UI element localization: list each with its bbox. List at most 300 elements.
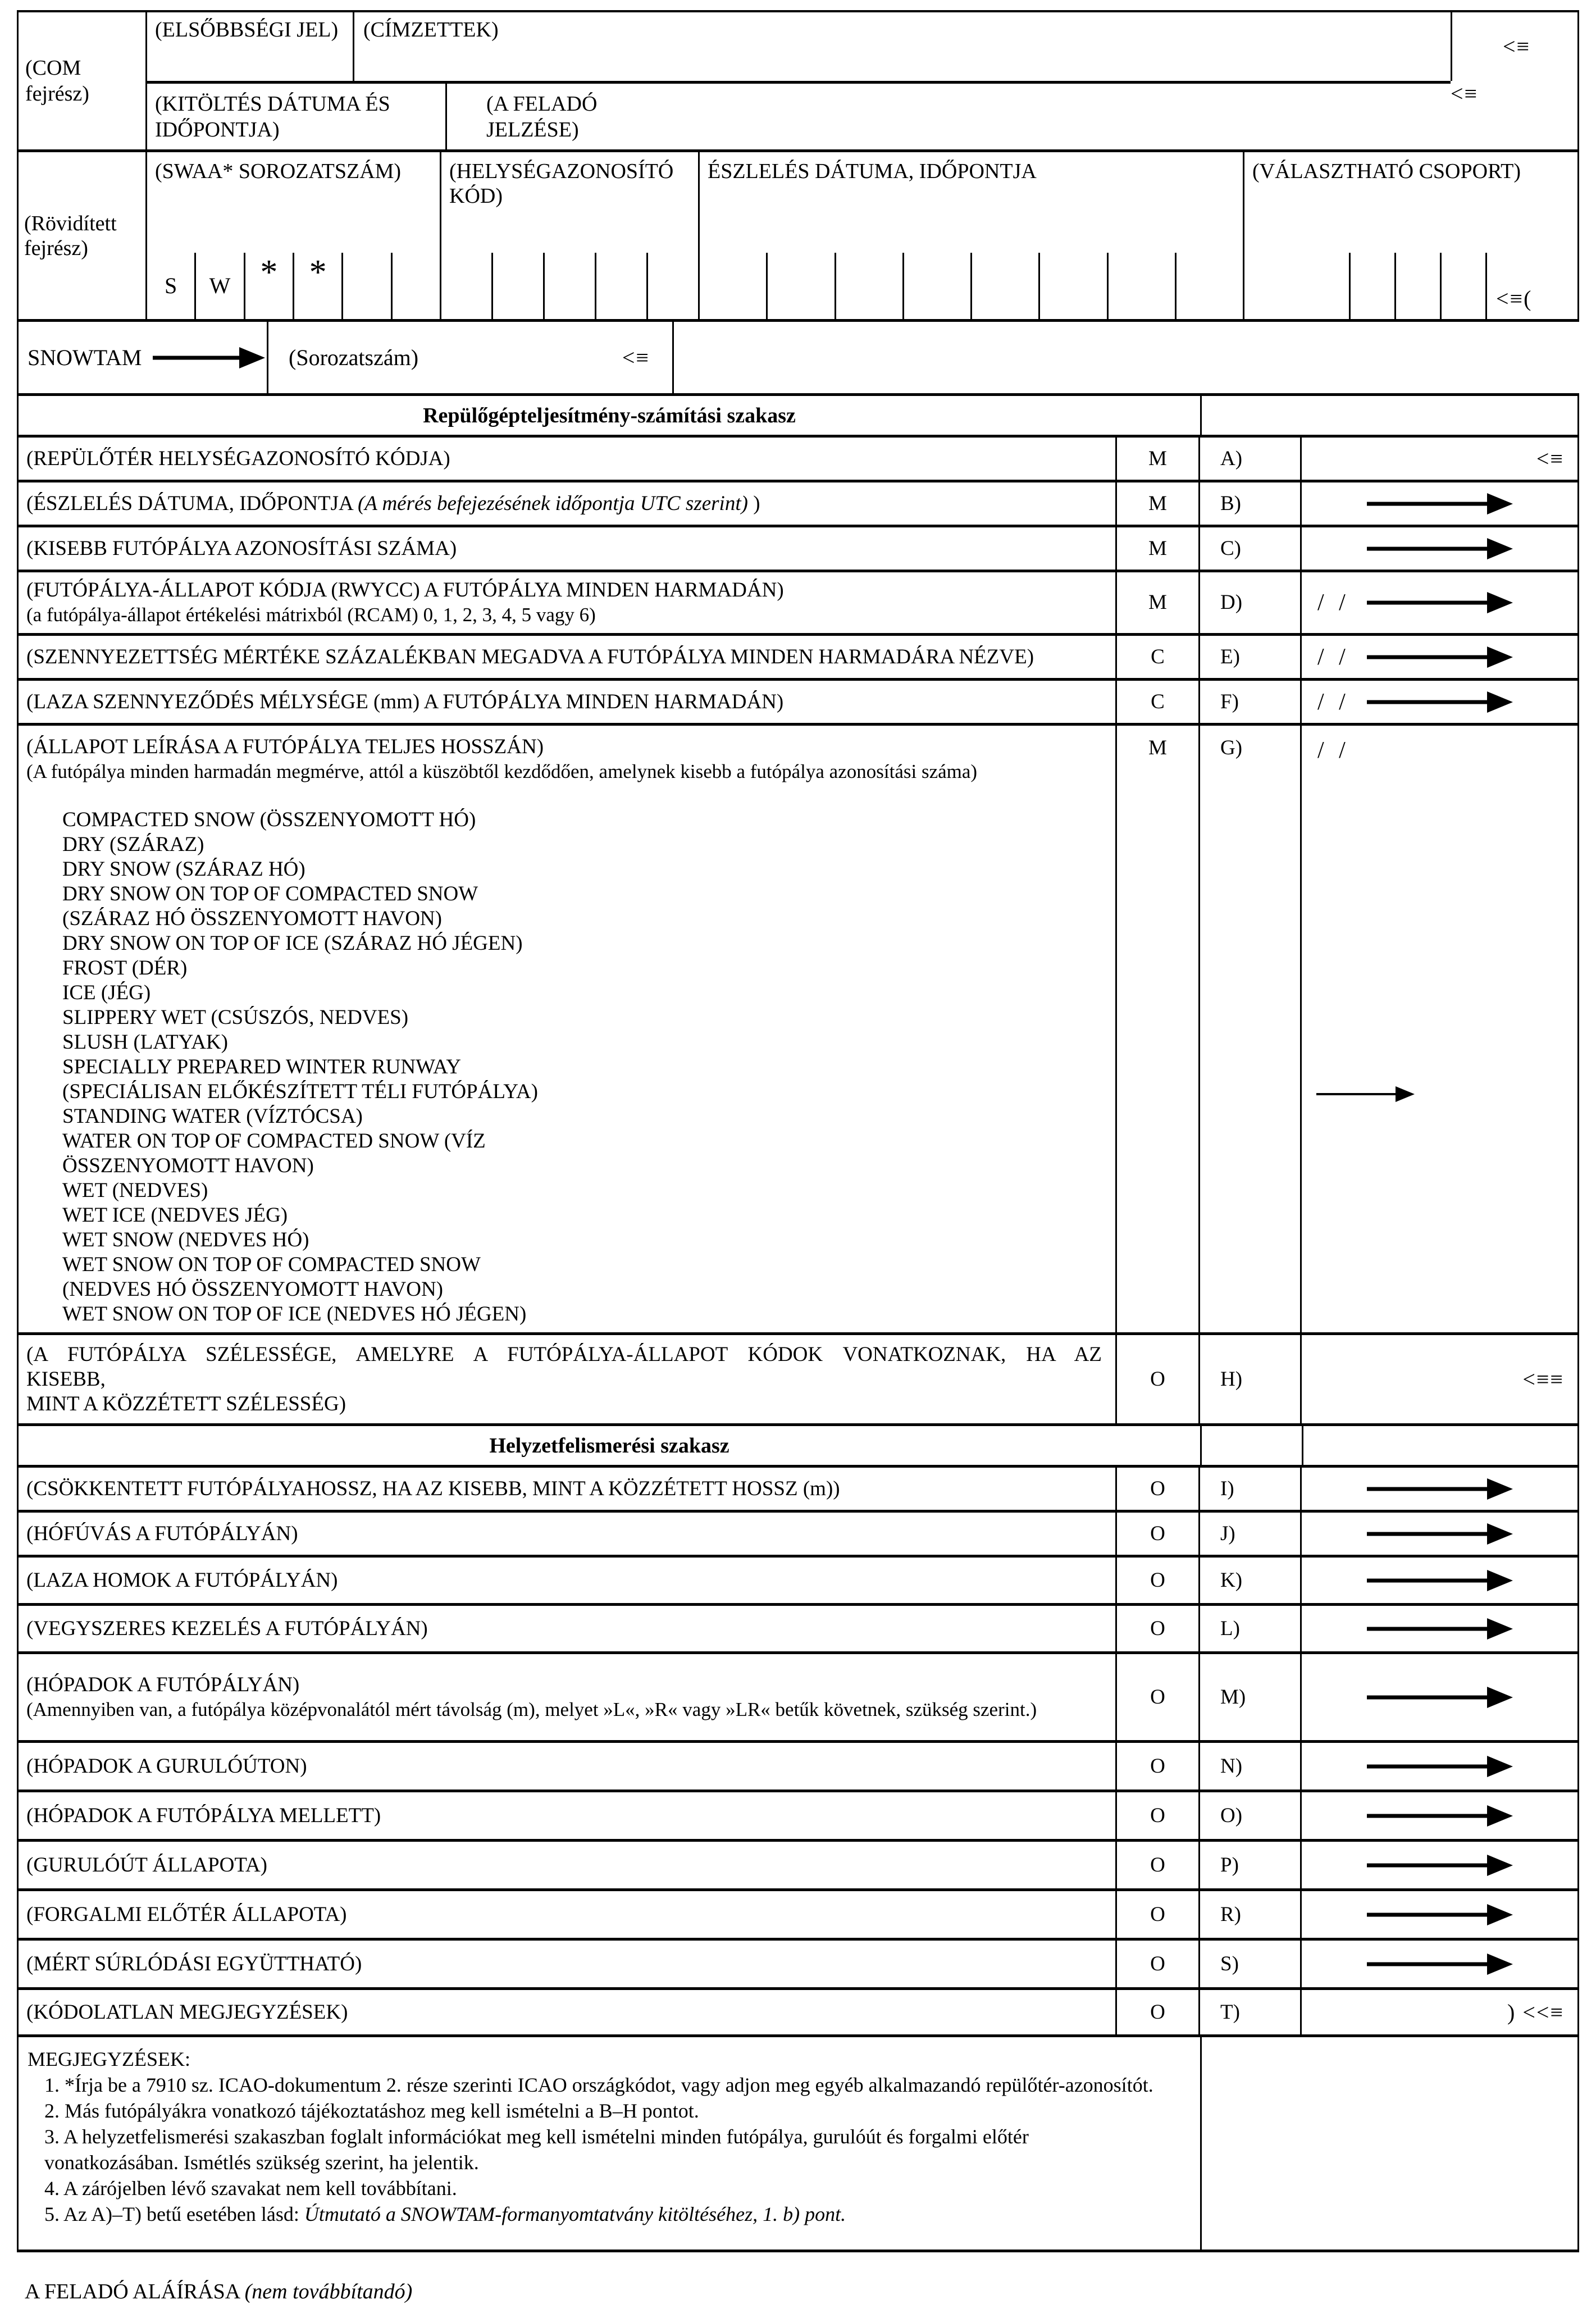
swaa-serial-label: (SWAA* SOROZATSZÁM) <box>155 160 402 183</box>
item-letter: A) <box>1220 447 1243 470</box>
entry-field-cell[interactable] <box>1300 1513 1577 1555</box>
list-item: COMPACTED SNOW (ÖSSZENYOMOTT HÓ) <box>62 808 476 831</box>
entry-box-value: S <box>165 273 177 298</box>
mandatory-flag-cell <box>1115 1792 1198 1839</box>
description-subtext: (Amennyiben van, a futópálya középvonalától mért távolság (m), melyet »L«, »R« vagy »LR« betűk követnek, szükség szerint.) <box>26 1698 1037 1720</box>
section-title: Repülőgépteljesítmény-számítási szakasz <box>423 403 796 427</box>
form-row-T <box>19 1990 1577 2037</box>
description-text: (HÓPADOK A FUTÓPÁLYÁN) <box>26 1673 300 1696</box>
mandatory-flag-cell <box>1115 1335 1198 1423</box>
description-line <box>26 1952 1102 1977</box>
description-line <box>26 1673 1102 1697</box>
right-arrow-icon <box>1367 592 1513 613</box>
item-letter-cell <box>1198 1842 1300 1888</box>
item-letter: M) <box>1220 1685 1246 1709</box>
mandatory-flag-cell <box>1115 1468 1198 1510</box>
entry-box[interactable] <box>491 253 543 319</box>
row-description <box>26 1673 1102 1722</box>
mandatory-flag: O <box>1150 1522 1165 1545</box>
description-text: (CSÖKKENTETT FUTÓPÁLYAHOSSZ, HA AZ KISEBB, MINT A KÖZZÉTETT HOSSZ (m)) <box>26 1477 840 1500</box>
mandatory-flag-cell <box>1115 1842 1198 1888</box>
entry-field-cell[interactable] <box>1300 726 1577 1332</box>
return-mark-icon: <≡ <box>1451 81 1479 106</box>
row-description-cell <box>19 1513 1115 1555</box>
item-letter-cell <box>1198 726 1300 1332</box>
return-mark-icon: <≡ <box>1536 445 1564 471</box>
mandatory-flag: O <box>1150 1754 1165 1778</box>
description-text: (ÉSZLELÉS DÁTUMA, IDŐPONTJA <box>26 491 358 515</box>
entry-field-cell[interactable] <box>1300 1941 1577 1987</box>
mandatory-flag-cell <box>1115 681 1198 723</box>
mandatory-flag-cell <box>1115 482 1198 525</box>
entry-field-cell[interactable] <box>1300 1990 1577 2034</box>
description-line <box>26 2000 1102 2025</box>
description-subtext: (a futópálya-állapot értékelési mátrixból (RCAM) 0, 1, 2, 3, 4, 5 vagy 6) <box>26 604 596 626</box>
mandatory-flag: O <box>1150 1685 1165 1709</box>
entry-box[interactable] <box>646 253 698 319</box>
item-letter: J) <box>1220 1522 1235 1545</box>
list-item: WET ICE (NEDVES JÉG) <box>62 1204 288 1227</box>
description-line <box>26 735 1102 759</box>
section-header <box>19 1426 1200 1465</box>
mandatory-flag: O <box>1150 2000 1165 2024</box>
list-item: DRY SNOW ON TOP OF ICE (SZÁRAZ HÓ JÉGEN) <box>62 932 523 955</box>
row-description-cell <box>19 1743 1115 1790</box>
com-row2-return-mark-cell <box>1451 81 1581 149</box>
list-item: SPECIALLY PREPARED WINTER RUNWAY <box>62 1055 461 1078</box>
row-description <box>26 735 1102 1327</box>
mandatory-flag: O <box>1150 1853 1165 1877</box>
item-letter-cell <box>1198 1891 1300 1938</box>
row-description-cell <box>19 527 1115 570</box>
item-letter: F) <box>1220 690 1239 713</box>
description-line <box>26 1902 1102 1927</box>
item-letter: P) <box>1220 1853 1239 1877</box>
originator-label: (A FELADÓ JELZÉSE) <box>486 92 598 142</box>
entry-box[interactable] <box>1349 253 1394 319</box>
row-description <box>26 1952 1102 1977</box>
mandatory-flag-cell <box>1115 1606 1198 1651</box>
entry-box[interactable] <box>1038 253 1106 319</box>
entry-box[interactable] <box>1107 253 1175 319</box>
item-letter: R) <box>1220 1902 1241 1926</box>
form-row-P <box>19 1842 1577 1891</box>
row-description-cell <box>19 1990 1115 2034</box>
mandatory-flag: M <box>1148 491 1167 515</box>
mandatory-flag-cell <box>1115 1990 1198 2034</box>
return-mark-icon: <≡≡ <box>1522 1366 1564 1392</box>
row-description <box>26 536 1102 561</box>
row-description <box>26 1617 1102 1641</box>
entry-box[interactable] <box>543 253 595 319</box>
signature-note: (nem továbbítandó) <box>244 2280 413 2303</box>
note-item <box>28 2098 1166 2124</box>
abbreviated-header-label: (Rövidített fejrész) <box>24 211 117 260</box>
description-text: (ÁLLAPOT LEÍRÁSA A FUTÓPÁLYA TELJES HOSSZÁN) <box>26 735 544 758</box>
description-text: (KISEBB FUTÓPÁLYA AZONOSÍTÁSI SZÁMA) <box>26 536 457 560</box>
right-arrow-icon <box>1367 1618 1513 1640</box>
entry-box-spacer <box>1244 253 1349 319</box>
snowtam-title-strip <box>17 322 1579 393</box>
row-description <box>26 2000 1102 2025</box>
entry-box[interactable] <box>595 253 646 319</box>
item-letter-cell <box>1198 1654 1300 1740</box>
priority-indicator-cell[interactable] <box>145 12 353 81</box>
entry-field-cell[interactable] <box>1300 1743 1577 1790</box>
mandatory-flag: M <box>1148 736 1167 759</box>
entry-field-cell[interactable] <box>1300 681 1577 723</box>
right-arrow-icon <box>1367 1570 1513 1591</box>
list-item: SLIPPERY WET (CSÚSZÓS, NEDVES) <box>62 1006 409 1029</box>
form-row-C <box>19 527 1577 572</box>
item-letter: T) <box>1220 2000 1240 2024</box>
list-item: SLUSH (LATYAK) <box>62 1031 228 1054</box>
list-item: FROST (DÉR) <box>62 957 188 980</box>
description-italic-text: (A mérés befejezésének időpontja UTC szerint) <box>357 491 748 515</box>
right-arrow-icon <box>1316 1083 1415 1105</box>
entry-box[interactable] <box>766 253 834 319</box>
item-letter-cell <box>1198 527 1300 570</box>
entry-field-cell[interactable] <box>1300 572 1577 633</box>
item-letter: D) <box>1220 591 1243 614</box>
asterisk-mark: * <box>309 253 327 292</box>
list-item: WET SNOW (NEDVES HÓ) <box>62 1228 309 1251</box>
row-description-cell <box>19 1335 1115 1423</box>
asterisk-mark: * <box>260 253 278 292</box>
section-title: Helyzetfelismerési szakasz <box>489 1433 729 1458</box>
row-description <box>26 491 1102 516</box>
right-arrow-icon <box>1367 1954 1513 1975</box>
mandatory-flag: C <box>1151 690 1165 713</box>
form-row-S <box>19 1941 1577 1990</box>
item-letter-cell <box>1198 1792 1300 1839</box>
description-line <box>26 1522 1102 1546</box>
description-text: (HÓPADOK A FUTÓPÁLYA MELLETT) <box>26 1804 381 1827</box>
observation-time-label: ÉSZLELÉS DÁTUMA, IDŐPONTJA <box>708 160 1037 183</box>
mandatory-flag: M <box>1148 447 1167 470</box>
filing-time-label: (KITÖLTÉS DÁTUMA ÉS IDŐPONTJA) <box>155 92 390 142</box>
list-item: DRY SNOW (SZÁRAZ HÓ) <box>62 858 305 881</box>
entry-field-cell[interactable] <box>1300 482 1577 525</box>
section-row-situational <box>19 1426 1577 1468</box>
mandatory-flag: O <box>1150 1477 1165 1500</box>
right-arrow-icon <box>1367 538 1513 559</box>
item-letter-cell <box>1198 438 1300 480</box>
row-description <box>26 1804 1102 1828</box>
item-letter-cell <box>1198 1743 1300 1790</box>
row-description-cell <box>19 1941 1115 1987</box>
note-text: 3. A helyzetfelismerési szakaszban foglalt információkat meg kell ismételni minden futópálya, gurulóút és forgalmi előtér vonatkozásában. Ismétlés szükség szerint, ha jelentik. <box>44 2125 1029 2174</box>
surface-condition-list <box>26 808 1102 1327</box>
com-header-label: (COM fejrész) <box>25 56 89 106</box>
list-item: STANDING WATER (VÍZTÓCSA) <box>62 1105 363 1128</box>
list-item: WET SNOW ON TOP OF COMPACTED SNOW <box>62 1253 481 1276</box>
notes-cell <box>19 2037 1200 2250</box>
entry-box-value: W <box>209 273 231 298</box>
section-empty-cell <box>1200 396 1577 435</box>
form-row-B <box>19 482 1577 527</box>
row-description <box>26 1754 1102 1779</box>
snowtam-items-table <box>17 393 1579 2252</box>
optional-group-mark-cell <box>1485 253 1577 319</box>
section-header <box>19 396 1200 435</box>
entry-box[interactable] <box>835 253 902 319</box>
form-row-J <box>19 1513 1577 1558</box>
mandatory-flag: O <box>1150 1367 1165 1391</box>
right-arrow-icon <box>1367 1756 1513 1777</box>
mandatory-flag-cell <box>1115 1891 1198 1938</box>
mandatory-flag-cell <box>1115 572 1198 633</box>
item-letter: B) <box>1220 491 1241 515</box>
com-header-table <box>17 10 1579 152</box>
entry-box[interactable] <box>970 253 1038 319</box>
entry-box[interactable] <box>293 253 341 319</box>
description-line <box>26 1853 1102 1878</box>
item-letter: G) <box>1220 736 1243 759</box>
entry-box[interactable] <box>147 253 194 319</box>
entry-field-cell[interactable] <box>1300 1891 1577 1938</box>
addressees-label: (CÍMZETTEK) <box>363 18 499 42</box>
item-letter: K) <box>1220 1568 1243 1592</box>
mandatory-flag: O <box>1150 1568 1165 1592</box>
description-text: (VEGYSZERES KEZELÉS A FUTÓPÁLYÁN) <box>26 1617 428 1640</box>
row-description <box>26 1477 1102 1501</box>
row-description <box>26 1853 1102 1878</box>
description-text: (MÉRT SÚRLÓDÁSI EGYÜTTHATÓ) <box>26 1952 362 1975</box>
entry-field-cell[interactable] <box>1300 1558 1577 1603</box>
mandatory-flag-cell <box>1115 438 1198 480</box>
section-empty-cell <box>1200 1426 1302 1465</box>
mandatory-flag: C <box>1151 645 1165 668</box>
entry-box[interactable] <box>700 253 766 319</box>
right-arrow-icon <box>1367 493 1513 514</box>
snowtam-name: SNOWTAM <box>28 344 142 370</box>
notes-empty-cell <box>1200 2037 1577 2250</box>
slash-separators: / / <box>1317 590 1350 616</box>
entry-field-cell[interactable] <box>1300 1468 1577 1510</box>
slash-separators: / / <box>1317 644 1350 670</box>
mandatory-flag-cell <box>1115 1558 1198 1603</box>
entry-field-cell[interactable] <box>1300 1654 1577 1740</box>
mandatory-flag: O <box>1150 1952 1165 1975</box>
row-description <box>26 1342 1102 1417</box>
right-arrow-icon <box>1367 1687 1513 1708</box>
list-item: DRY (SZÁRAZ) <box>62 833 204 856</box>
list-item: ICE (JÉG) <box>62 981 151 1004</box>
item-letter: H) <box>1220 1367 1243 1391</box>
row-description-cell <box>19 1891 1115 1938</box>
form-row-D <box>19 572 1577 636</box>
description-line: KISEBB, <box>26 1367 106 1391</box>
item-letter-cell <box>1198 681 1300 723</box>
note-text: 1. *Írja be a 7910 sz. ICAO-dokumentum 2. része szerinti ICAO országkódot, vagy adjon meg egyéb alkalmazandó repülőtér-azonosítót. <box>44 2074 1153 2096</box>
mandatory-flag-cell <box>1115 1654 1198 1740</box>
item-letter: N) <box>1220 1754 1243 1778</box>
row-description <box>26 447 1102 471</box>
entry-box[interactable] <box>441 253 491 319</box>
description-text: (SZENNYEZETTSÉG MÉRTÉKE SZÁZALÉKBAN MEGADVA A FUTÓPÁLYA MINDEN HARMADÁRA NÉZVE) <box>26 645 1034 668</box>
description-line <box>26 1477 1102 1501</box>
filing-time-cell[interactable] <box>145 81 445 149</box>
serial-number-cell[interactable] <box>267 322 674 393</box>
entry-field-cell[interactable] <box>1300 1335 1577 1423</box>
item-letter-cell <box>1198 482 1300 525</box>
priority-indicator-label: (ELSŐBBSÉGI JEL) <box>155 18 339 42</box>
entry-box[interactable] <box>1394 253 1440 319</box>
right-arrow-icon <box>1367 646 1513 668</box>
list-item: (NEDVES HÓ ÖSSZENYOMOTT HAVON) <box>62 1278 443 1301</box>
snowtam-name-cell <box>17 322 267 393</box>
entry-field-cell[interactable] <box>1300 1792 1577 1839</box>
description-text: (REPÜLŐTÉR HELYSÉGAZONOSÍTÓ KÓDJA) <box>26 447 450 470</box>
description-line <box>26 1804 1102 1828</box>
description-line <box>26 536 1102 561</box>
mandatory-flag: M <box>1148 536 1167 560</box>
list-item: (SZÁRAZ HÓ ÖSSZENYOMOTT HAVON) <box>62 907 442 930</box>
list-item: ÖSSZENYOMOTT HAVON) <box>62 1154 314 1177</box>
list-item: WATER ON TOP OF COMPACTED SNOW (VÍZ <box>62 1130 486 1153</box>
mandatory-flag-cell <box>1115 726 1198 1332</box>
list-item: (SPECIÁLISAN ELŐKÉSZÍTETT TÉLI FUTÓPÁLYA) <box>62 1080 538 1103</box>
row-description-cell <box>19 1558 1115 1603</box>
description-text: (LAZA HOMOK A FUTÓPÁLYÁN) <box>26 1568 338 1592</box>
row-description <box>26 1568 1102 1593</box>
form-row-A <box>19 438 1577 482</box>
mandatory-flag: O <box>1150 1804 1165 1827</box>
list-item: DRY SNOW ON TOP OF COMPACTED SNOW <box>62 882 478 905</box>
entry-field-cell[interactable] <box>1300 438 1577 480</box>
right-arrow-icon <box>1367 1478 1513 1500</box>
right-arrow-icon <box>1367 1904 1513 1925</box>
mandatory-flag-cell <box>1115 527 1198 570</box>
notes-title: MEGJEGYZÉSEK: <box>28 2048 190 2070</box>
item-letter: E) <box>1220 645 1240 668</box>
description-line <box>26 1754 1102 1779</box>
right-arrow-icon <box>1367 1805 1513 1827</box>
row-description-cell <box>19 1842 1115 1888</box>
form-row-O <box>19 1792 1577 1842</box>
item-letter: C) <box>1220 536 1241 560</box>
item-letter: L) <box>1220 1617 1240 1640</box>
row-description-cell <box>19 438 1115 480</box>
return-mark-icon: ) <<≡ <box>1507 1999 1564 2025</box>
entry-box[interactable] <box>1175 253 1243 319</box>
form-row-E <box>19 636 1577 681</box>
row-description-cell <box>19 636 1115 678</box>
description-line <box>26 645 1102 670</box>
note-item <box>28 2072 1166 2098</box>
entry-box[interactable] <box>194 253 243 319</box>
addressees-cell[interactable] <box>353 12 1451 81</box>
form-row-H <box>19 1335 1577 1426</box>
right-arrow-icon <box>1367 1855 1513 1876</box>
form-row-I <box>19 1468 1577 1513</box>
section-empty-cell <box>1302 1426 1577 1465</box>
entry-field-cell[interactable] <box>1300 1606 1577 1651</box>
description-text: (KÓDOLATLAN MEGJEGYZÉSEK) <box>26 2000 348 2024</box>
item-letter: S) <box>1220 1952 1239 1975</box>
row-description-cell <box>19 1654 1115 1740</box>
row-description-cell <box>19 726 1115 1332</box>
item-letter: I) <box>1220 1477 1234 1500</box>
item-letter-cell <box>1198 1990 1300 2034</box>
return-mark-icon: <≡( <box>1496 286 1533 311</box>
row-description-cell <box>19 572 1115 633</box>
row-description <box>26 1522 1102 1546</box>
list-item: WET SNOW ON TOP OF ICE (NEDVES HÓ JÉGEN) <box>62 1303 527 1326</box>
item-letter-cell <box>1198 1606 1300 1651</box>
note-item <box>28 2124 1166 2175</box>
item-letter: O) <box>1220 1804 1243 1827</box>
slash-separators: / / <box>1317 737 1350 763</box>
signature-label: A FELADÓ ALÁÍRÁSA <box>25 2280 245 2303</box>
notes-row <box>19 2037 1577 2250</box>
entry-box[interactable] <box>341 253 390 319</box>
originator-cell[interactable] <box>445 81 1451 149</box>
description-line <box>26 1617 1102 1641</box>
form-row-M <box>19 1654 1577 1743</box>
row-description <box>26 645 1102 670</box>
entry-field-cell[interactable] <box>1300 1842 1577 1888</box>
description-line <box>26 690 1102 714</box>
entry-box[interactable] <box>244 253 293 319</box>
optional-group <box>1243 152 1577 319</box>
location-indicator-label: (HELYSÉGAZONOSÍTÓ KÓD) <box>449 160 674 208</box>
row-description-cell <box>19 1792 1115 1839</box>
mandatory-flag: M <box>1148 591 1167 614</box>
mandatory-flag-cell <box>1115 1513 1198 1555</box>
description-text: (GURULÓÚT ÁLLAPOTA) <box>26 1853 268 1877</box>
item-letter-cell <box>1198 1335 1300 1423</box>
right-arrow-icon <box>153 347 265 368</box>
form-row-K <box>19 1558 1577 1606</box>
row-description-cell <box>19 482 1115 525</box>
mandatory-flag-cell <box>1115 1941 1198 1987</box>
item-letter-cell <box>1198 1941 1300 1987</box>
list-item: WET (NEDVES) <box>62 1179 208 1202</box>
form-row-R <box>19 1891 1577 1941</box>
return-mark-icon: <≡ <box>622 344 650 370</box>
row-description-cell <box>19 1468 1115 1510</box>
serial-number-label: (Sorozatszám) <box>289 344 419 370</box>
description-line <box>26 447 1102 471</box>
row-description <box>26 578 1102 627</box>
com-row1-return-mark-cell <box>1451 12 1581 81</box>
description-text: (FORGALMI ELŐTÉR ÁLLAPOTA) <box>26 1902 347 1926</box>
description-text: (FUTÓPÁLYA-ÁLLAPOT KÓDJA (RWYCC) A FUTÓPÁLYA MINDEN HARMADÁN) <box>26 579 784 602</box>
optional-group-label: (VÁLASZTHATÓ CSOPORT) <box>1252 160 1521 183</box>
row-description-cell <box>19 1606 1115 1651</box>
entry-box[interactable] <box>391 253 440 319</box>
entry-field-cell[interactable] <box>1300 527 1577 570</box>
note-item <box>28 2175 1166 2201</box>
description-line <box>26 1568 1102 1593</box>
note-italic-text: Útmutató a SNOWTAM-formanyomtatvány kitöltéséhez, 1. b) pont. <box>304 2203 846 2225</box>
right-arrow-icon <box>1367 691 1513 713</box>
entry-field-cell[interactable] <box>1300 636 1577 678</box>
row-description-cell <box>19 681 1115 723</box>
location-indicator-group <box>440 152 698 319</box>
form-row-F <box>19 681 1577 726</box>
form-row-G <box>19 726 1577 1335</box>
description-line <box>26 491 1102 516</box>
item-letter-cell <box>1198 636 1300 678</box>
description-subtext: (A futópálya minden harmadán megmérve, attól a küszöbtől kezdődően, amelynek kisebb a futópálya azonosítási száma) <box>26 761 978 782</box>
sender-signature-line <box>17 2279 1579 2304</box>
entry-box[interactable] <box>1440 253 1485 319</box>
entry-box[interactable] <box>902 253 970 319</box>
observation-time-group <box>698 152 1243 319</box>
